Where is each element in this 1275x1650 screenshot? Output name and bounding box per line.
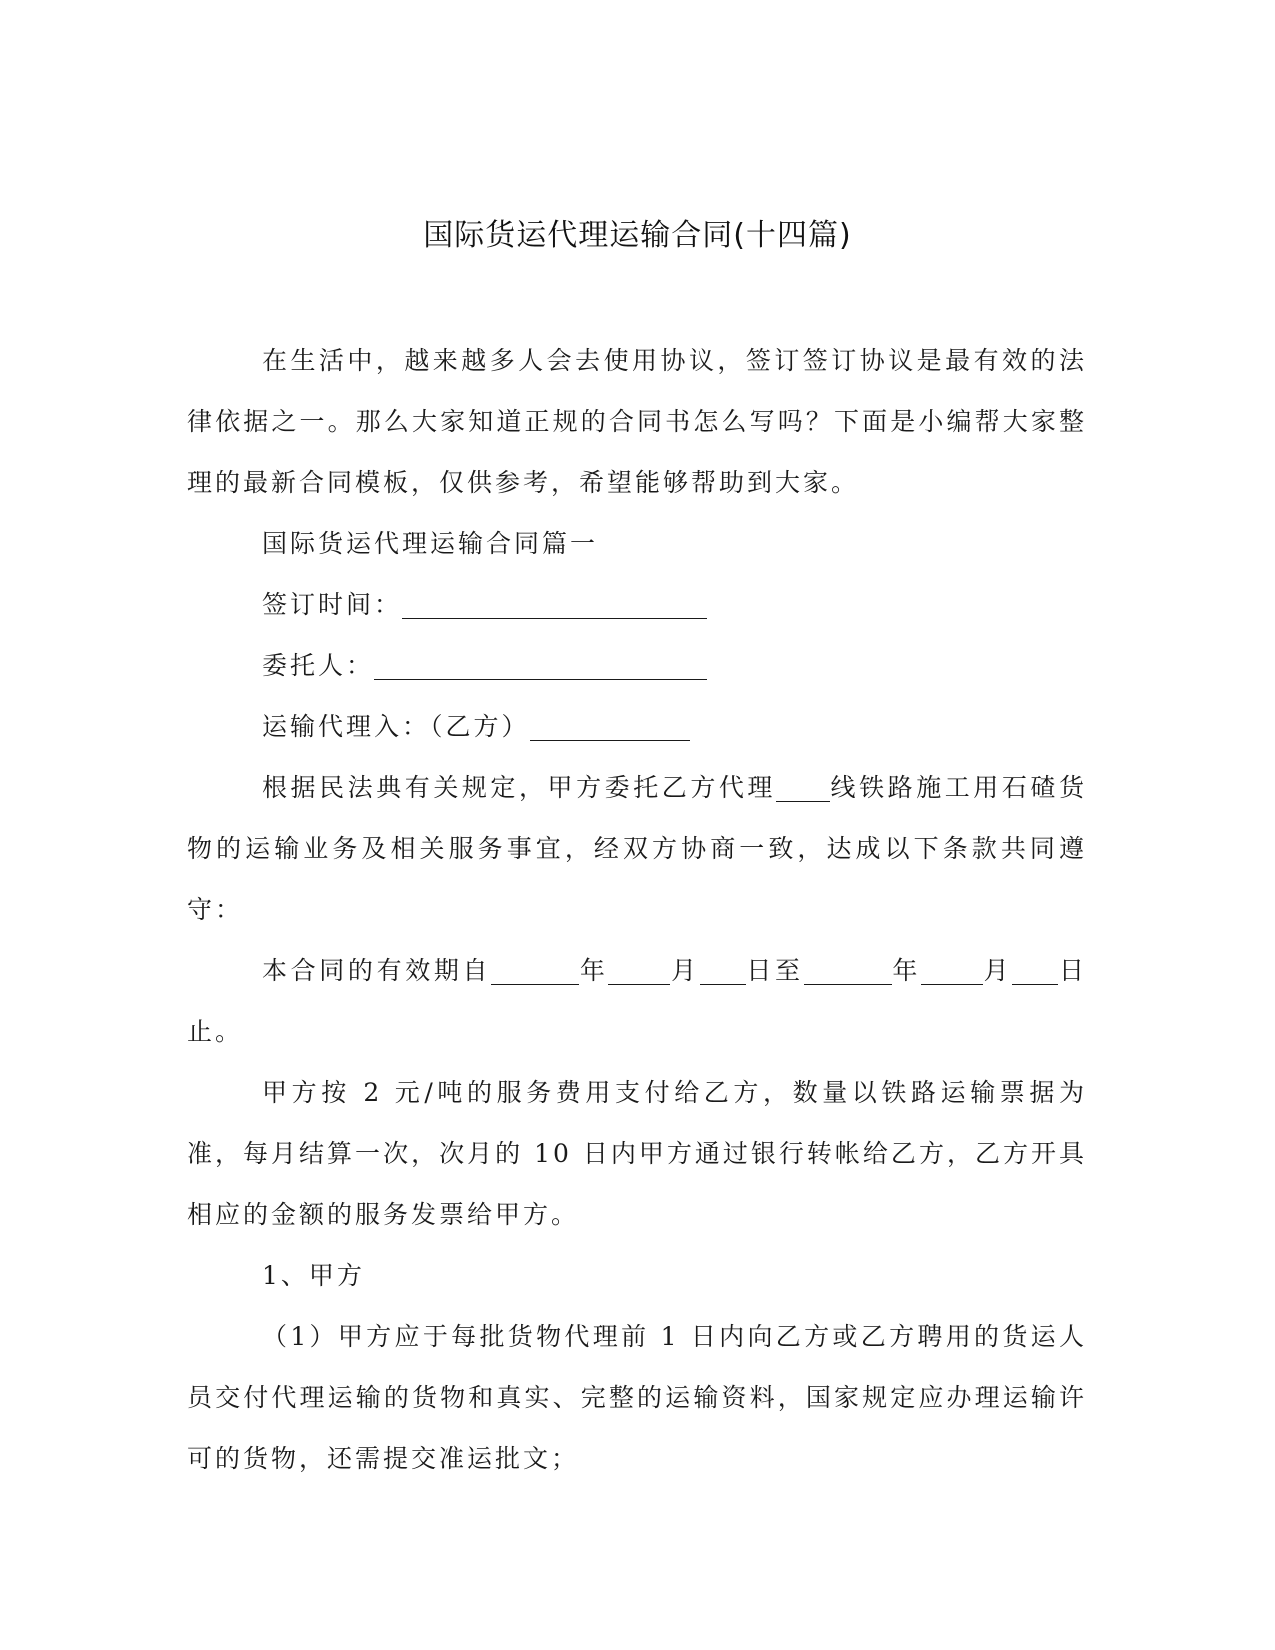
document-body [187, 330, 1087, 1489]
year-label-2: 年 [891, 956, 921, 985]
year-label-1: 年 [579, 956, 609, 985]
sign-time-label: 签订时间： [262, 590, 403, 619]
intro-paragraph: 在生活中，越来越多人会去使用协议，签订签订协议是最有效的法律依据之一。那么大家知道正规的合同书怎么写吗？下面是小编帮大家整理的最新合同模板，仅供参考，希望能够帮助到大家。 [187, 346, 1087, 497]
railway-line-blank[interactable] [776, 771, 830, 802]
client-blank[interactable] [374, 649, 707, 680]
basis-paragraph [187, 757, 1087, 940]
validity-prefix: 本合同的有效期自 [262, 956, 492, 985]
item-1-heading: 1、甲方 [262, 1261, 365, 1290]
agent-line [187, 696, 1087, 757]
sign-time-line [187, 574, 1087, 635]
end-day-blank[interactable] [1012, 954, 1058, 985]
agent-blank[interactable] [530, 710, 690, 741]
end-year-blank[interactable] [804, 954, 892, 985]
sign-time-blank[interactable] [402, 588, 707, 619]
start-year-blank[interactable] [491, 954, 579, 985]
day-end-label: 日止。 [187, 956, 1087, 1046]
fee-paragraph: 甲方按 2 元/吨的服务费用支付给乙方，数量以铁路运输票据为准，每月结算一次，次月的 10 日内甲方通过银行转帐给乙方，乙方开具相应的金额的服务发票给甲方。 [187, 1078, 1087, 1229]
section-heading: 国际货运代理运输合同篇一 [262, 529, 599, 558]
month-label-1: 月 [670, 956, 700, 985]
item-1-1-paragraph: （1）甲方应于每批货物代理前 1 日内向乙方或乙方聘用的货运人员交付代理运输的货物和真实、完整的运输资料，国家规定应办理运输许可的货物，还需提交准运批文； [187, 1322, 1087, 1473]
client-label: 委托人： [262, 651, 375, 680]
validity-paragraph [187, 940, 1087, 1062]
client-line [187, 635, 1087, 696]
start-day-blank[interactable] [700, 954, 746, 985]
agent-label: 运输代理入：（乙方） [262, 712, 530, 741]
day-to-label: 日至 [745, 956, 804, 985]
document-title: 国际货运代理运输合同(十四篇) [423, 218, 852, 253]
basis-part2: 线铁路施工用石碴货物的运输业务及相关服务事宜，经双方协商一致，达成以下条款共同遵守： [187, 773, 1087, 924]
end-month-blank[interactable] [921, 954, 983, 985]
basis-part1: 根据民法典有关规定，甲方委托乙方代理 [262, 773, 776, 802]
month-label-2: 月 [983, 956, 1013, 985]
start-month-blank[interactable] [608, 954, 670, 985]
